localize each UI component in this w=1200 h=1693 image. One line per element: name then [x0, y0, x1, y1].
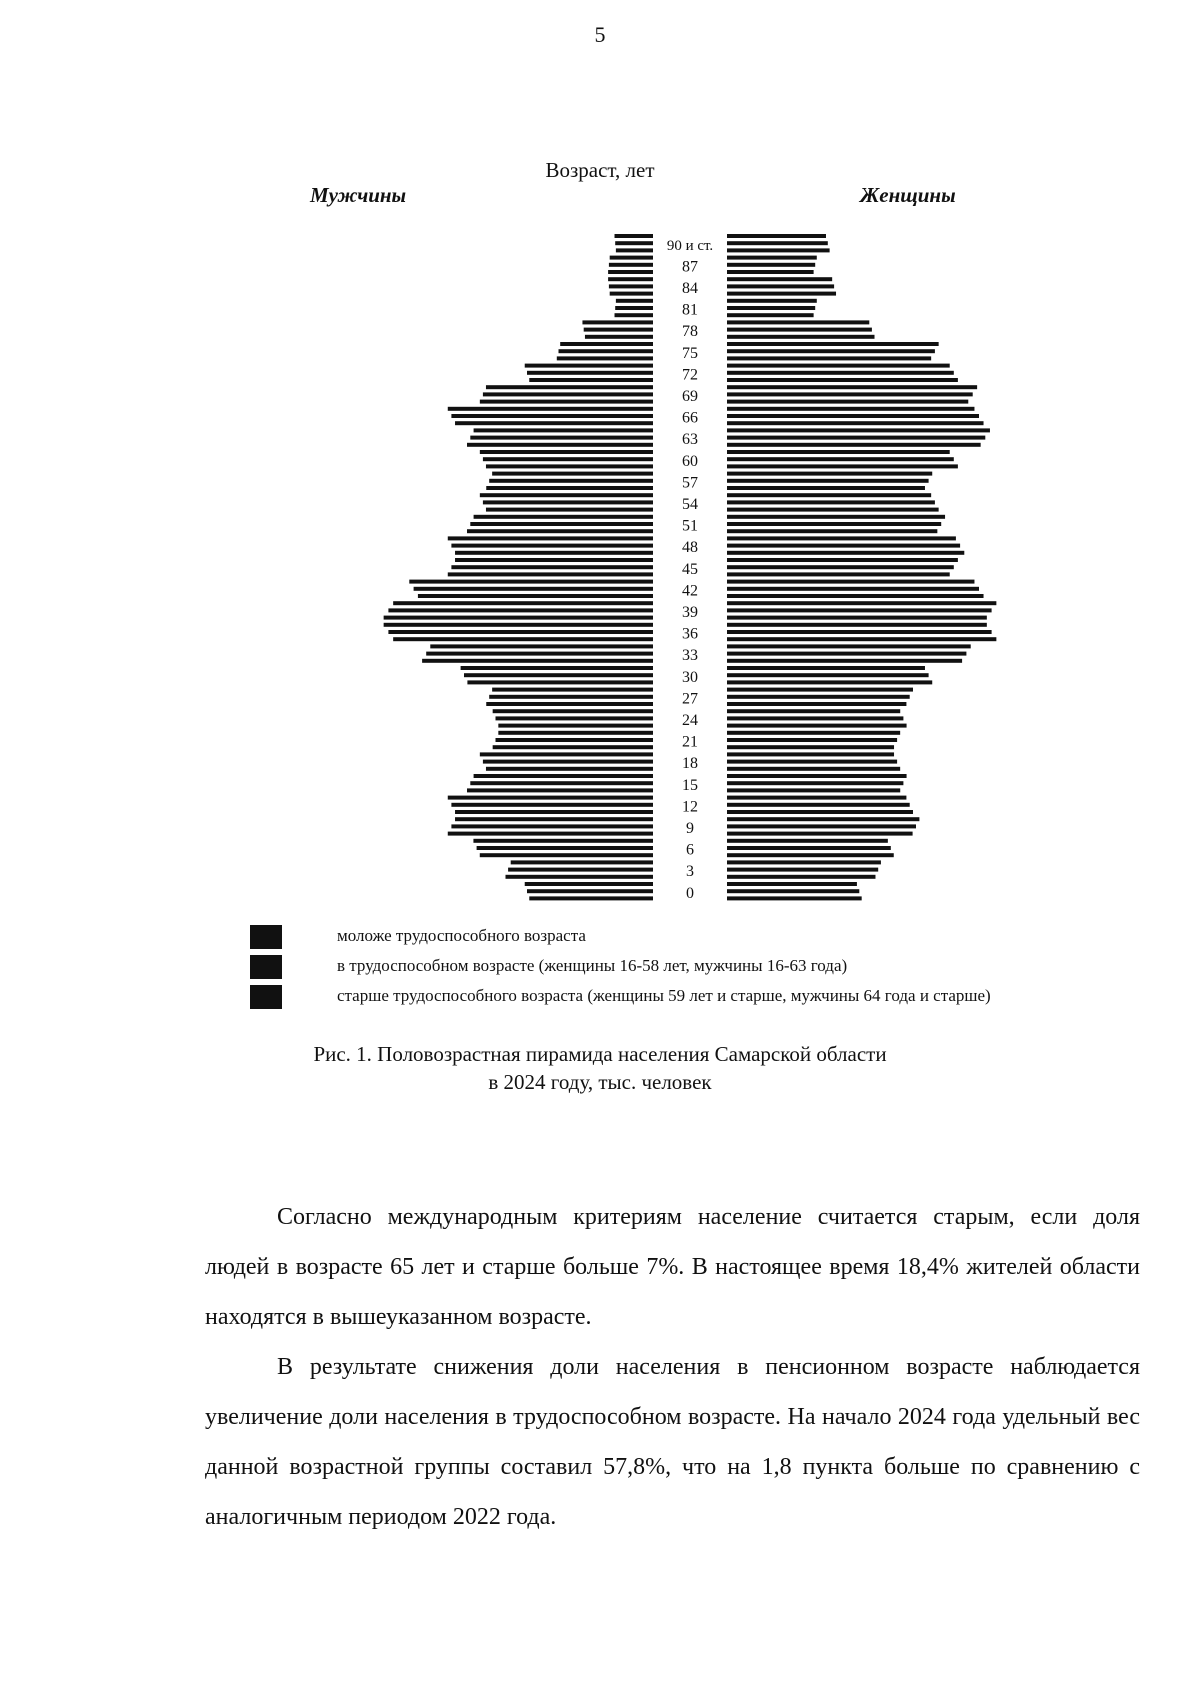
- female-bar: [727, 709, 900, 713]
- age-tick-label: 66: [682, 409, 698, 427]
- age-tick-label: 87: [682, 258, 698, 276]
- male-bar: [529, 378, 653, 382]
- caption-line-2: в 2024 году, тыс. человек: [488, 1070, 712, 1094]
- age-tick-label: 45: [682, 560, 698, 578]
- age-tick-label: 60: [682, 452, 698, 470]
- male-bar: [388, 608, 653, 612]
- female-bar: [727, 716, 903, 720]
- male-bar: [608, 277, 653, 281]
- age-tick-label: 24: [682, 712, 698, 729]
- female-bar: [727, 536, 956, 540]
- female-bar: [727, 544, 960, 548]
- legend-swatch: [250, 925, 282, 949]
- female-bar: [727, 702, 906, 706]
- age-tick-label: 3: [686, 863, 694, 881]
- female-bar: [727, 623, 987, 627]
- female-bar: [727, 731, 900, 735]
- female-bar: [727, 824, 916, 828]
- female-bar: [727, 760, 897, 764]
- male-bar: [451, 414, 653, 418]
- male-bar: [455, 810, 653, 814]
- male-bar: [496, 716, 654, 720]
- male-bar: [492, 472, 653, 476]
- male-bar: [474, 774, 653, 778]
- male-bar: [418, 594, 653, 598]
- male-bar: [448, 796, 653, 800]
- male-bar: [448, 536, 653, 540]
- male-bar: [584, 328, 653, 332]
- age-tick-label: 75: [682, 344, 698, 362]
- male-bar: [511, 860, 653, 864]
- male-bar: [615, 313, 653, 317]
- figure-caption: [0, 1040, 1200, 1096]
- male-bar: [615, 306, 653, 310]
- male-bar: [480, 400, 653, 404]
- female-bar: [727, 594, 984, 598]
- age-tick-label: 72: [682, 366, 698, 384]
- female-bar: [727, 788, 900, 792]
- female-bar: [727, 637, 996, 641]
- female-bar: [727, 860, 881, 864]
- age-tick-label: 69: [682, 388, 698, 405]
- female-bar: [727, 421, 984, 425]
- female-bar: [727, 256, 817, 260]
- female-bar: [727, 565, 954, 569]
- female-bar: [727, 810, 913, 814]
- male-bar: [464, 673, 653, 677]
- male-bar: [409, 580, 653, 584]
- age-tick-label: 84: [682, 280, 698, 297]
- male-label: Мужчины: [310, 183, 407, 207]
- female-bar: [727, 356, 931, 360]
- male-bar: [486, 702, 653, 706]
- age-tick-label: 18: [682, 755, 698, 773]
- male-bar: [448, 832, 653, 836]
- male-bar: [493, 745, 653, 749]
- male-bar: [610, 256, 653, 260]
- paragraph: Согласно международным критериям население считается старым, если доля людей в возрасте 65 лет и старше больше 7%. В настоящее время 18,4% жителей области находятся в вышеуказанном возрасте.: [205, 1204, 1140, 1330]
- age-tick-label: 27: [682, 690, 698, 708]
- male-bar: [498, 724, 653, 728]
- female-bar: [727, 378, 958, 382]
- age-tick-label: 0: [686, 884, 694, 902]
- legend-swatch: [250, 955, 282, 979]
- male-bar: [505, 875, 653, 879]
- female-bar: [727, 767, 900, 771]
- female-bar: [727, 335, 875, 339]
- male-bar: [393, 637, 653, 641]
- age-tick-label: 78: [682, 323, 698, 341]
- female-bar: [727, 666, 925, 670]
- male-bar: [384, 623, 653, 627]
- female-bar: [727, 450, 950, 454]
- body-text: [205, 1192, 1140, 1542]
- male-bar: [467, 680, 653, 684]
- female-bar: [727, 659, 962, 663]
- legend-label: старше трудоспособного возраста (женщины 59 лет и старше, мужчины 64 года и старше): [337, 986, 991, 1005]
- female-bar: [727, 292, 836, 296]
- male-bar: [467, 788, 653, 792]
- female-bar: [727, 738, 897, 742]
- age-tick-label: 90 и ст.: [666, 237, 714, 254]
- female-bar: [727, 313, 814, 317]
- female-bar: [727, 853, 894, 857]
- female-bar: [727, 472, 932, 476]
- female-bar: [727, 349, 935, 353]
- female-bar: [727, 889, 859, 893]
- male-bar: [474, 515, 653, 519]
- female-bar: [727, 587, 979, 591]
- male-bar: [582, 320, 653, 324]
- female-bar: [727, 781, 903, 785]
- male-bar: [585, 335, 653, 339]
- female-bar: [727, 241, 828, 245]
- male-bar: [388, 630, 653, 634]
- age-tick-label: 21: [682, 733, 698, 751]
- female-bar: [727, 803, 910, 807]
- chart-title: Возраст, лет: [545, 158, 655, 182]
- female-bar: [727, 342, 939, 346]
- female-bar: [727, 443, 981, 447]
- female-bar: [727, 248, 830, 252]
- female-bar: [727, 644, 971, 648]
- female-bar: [727, 320, 869, 324]
- female-bar: [727, 299, 817, 303]
- female-bar: [727, 493, 931, 497]
- age-tick-label: 63: [682, 431, 698, 449]
- male-bar: [493, 709, 653, 713]
- legend-label: моложе трудоспособного возраста: [337, 926, 586, 945]
- male-bar: [486, 486, 653, 490]
- legend-swatch: [250, 985, 282, 1009]
- female-bar: [727, 846, 891, 850]
- age-tick-label: 36: [682, 625, 698, 643]
- male-bar: [483, 457, 653, 461]
- female-bar: [727, 234, 826, 238]
- age-tick-label: 39: [682, 604, 698, 621]
- male-bar: [393, 601, 653, 605]
- female-bar: [727, 364, 950, 368]
- female-bar: [727, 616, 987, 620]
- female-bar: [727, 652, 966, 656]
- caption-line-1: Рис. 1. Половозрастная пирамида населения Самарской области: [313, 1042, 887, 1066]
- age-tick-label: 9: [686, 820, 694, 837]
- male-bar: [451, 824, 653, 828]
- male-bar: [527, 371, 653, 375]
- female-bar: [727, 371, 954, 375]
- male-bar: [384, 616, 653, 620]
- female-bar: [727, 277, 832, 281]
- female-bar: [727, 306, 815, 310]
- male-bar: [525, 882, 653, 886]
- female-bar: [727, 608, 992, 612]
- female-bar: [727, 464, 958, 468]
- age-tick-label: 48: [682, 539, 698, 557]
- age-tick-label: 6: [686, 841, 694, 859]
- female-bar: [727, 724, 907, 728]
- female-bar: [727, 436, 985, 440]
- female-bar: [727, 630, 992, 634]
- male-bar: [615, 234, 653, 238]
- male-bar: [480, 853, 653, 857]
- age-tick-label: 81: [682, 301, 698, 319]
- female-bar: [727, 896, 862, 900]
- age-tick-label: 42: [682, 582, 698, 600]
- age-tick-label: 57: [682, 474, 698, 492]
- female-bar: [727, 817, 919, 821]
- male-bar: [489, 695, 653, 699]
- female-bar: [727, 558, 958, 562]
- female-bar: [727, 522, 941, 526]
- female-bar: [727, 875, 875, 879]
- male-bar: [609, 284, 653, 288]
- male-bar: [560, 342, 653, 346]
- female-bar: [727, 796, 906, 800]
- female-bar: [727, 284, 834, 288]
- female-bar: [727, 515, 945, 519]
- female-bar: [727, 572, 950, 576]
- page-number: 5: [594, 22, 606, 47]
- female-bar: [727, 868, 878, 872]
- female-bar: [727, 882, 857, 886]
- female-bar: [727, 673, 929, 677]
- female-bar: [727, 688, 913, 692]
- male-bar: [492, 688, 653, 692]
- female-bar: [727, 400, 968, 404]
- male-bar: [508, 868, 653, 872]
- female-bar: [727, 601, 996, 605]
- male-bar: [430, 644, 653, 648]
- male-bar: [480, 752, 653, 756]
- female-bar: [727, 385, 977, 389]
- male-bar: [414, 587, 653, 591]
- population-pyramid: [0, 225, 1200, 915]
- female-bar: [727, 551, 964, 555]
- male-bar: [486, 767, 653, 771]
- male-bar: [470, 436, 653, 440]
- male-bar: [498, 731, 653, 735]
- male-bar: [608, 270, 653, 274]
- male-bar: [486, 508, 653, 512]
- male-bar: [616, 299, 653, 303]
- male-bar: [473, 839, 653, 843]
- female-bar: [727, 745, 894, 749]
- male-bar: [483, 392, 653, 396]
- female-bar: [727, 479, 929, 483]
- female-bar: [727, 270, 814, 274]
- female-bar: [727, 508, 939, 512]
- male-bar: [615, 241, 653, 245]
- male-bar: [455, 421, 653, 425]
- male-bar: [559, 349, 654, 353]
- male-bar: [422, 659, 653, 663]
- age-tick-label: 30: [682, 668, 698, 686]
- female-bar: [727, 832, 913, 836]
- male-bar: [483, 500, 653, 504]
- paragraph: В результате снижения доли населения в пенсионном возрасте наблюдается увеличение доли населения в трудоспособном возрасте. На начало 2024 года удельный вес данной возрастной группы составил 57,8%, что на 1,8 пункта больше по сравнению с аналогичным периодом 2022 года.: [205, 1354, 1140, 1530]
- male-bar: [489, 479, 653, 483]
- male-bar: [477, 846, 653, 850]
- male-bar: [486, 385, 653, 389]
- male-bar: [609, 263, 653, 267]
- age-tick-label: 12: [682, 798, 698, 816]
- female-bar: [727, 695, 910, 699]
- age-tick-label: 54: [682, 496, 698, 513]
- female-bar: [727, 392, 973, 396]
- male-bar: [529, 896, 653, 900]
- legend-label: в трудоспособном возрасте (женщины 16-58 лет, мужчины 16-63 года): [337, 956, 848, 975]
- male-bar: [480, 450, 653, 454]
- male-bar: [455, 817, 653, 821]
- age-tick-label: 15: [682, 776, 698, 794]
- male-bar: [470, 781, 653, 785]
- female-bar: [727, 263, 815, 267]
- male-bar: [451, 544, 653, 548]
- male-bar: [483, 760, 653, 764]
- female-bar: [727, 580, 974, 584]
- male-bar: [455, 551, 653, 555]
- male-bar: [451, 803, 653, 807]
- male-bar: [467, 443, 653, 447]
- male-bar: [474, 428, 653, 432]
- male-bar: [480, 493, 653, 497]
- male-bar: [426, 652, 653, 656]
- female-bar: [727, 428, 990, 432]
- female-label: Женщины: [860, 183, 956, 207]
- female-bar: [727, 774, 907, 778]
- female-bar: [727, 529, 937, 533]
- female-bar: [727, 680, 932, 684]
- female-bar: [727, 414, 979, 418]
- male-bar: [461, 666, 653, 670]
- female-bar: [727, 752, 894, 756]
- male-bar: [496, 738, 654, 742]
- male-bar: [455, 558, 653, 562]
- male-bar: [451, 565, 653, 569]
- male-bar: [527, 889, 653, 893]
- male-bar: [448, 407, 653, 411]
- male-bar: [557, 356, 653, 360]
- male-bar: [486, 464, 653, 468]
- female-bar: [727, 407, 974, 411]
- age-tick-label: 33: [682, 647, 698, 665]
- female-bar: [727, 328, 872, 332]
- female-bar: [727, 486, 925, 490]
- male-bar: [448, 572, 653, 576]
- female-bar: [727, 839, 888, 843]
- female-bar: [727, 500, 935, 504]
- male-bar: [470, 522, 653, 526]
- age-tick-label: 51: [682, 517, 698, 535]
- male-bar: [525, 364, 653, 368]
- female-bar: [727, 457, 954, 461]
- male-bar: [467, 529, 653, 533]
- male-bar: [616, 248, 653, 252]
- male-bar: [610, 292, 653, 296]
